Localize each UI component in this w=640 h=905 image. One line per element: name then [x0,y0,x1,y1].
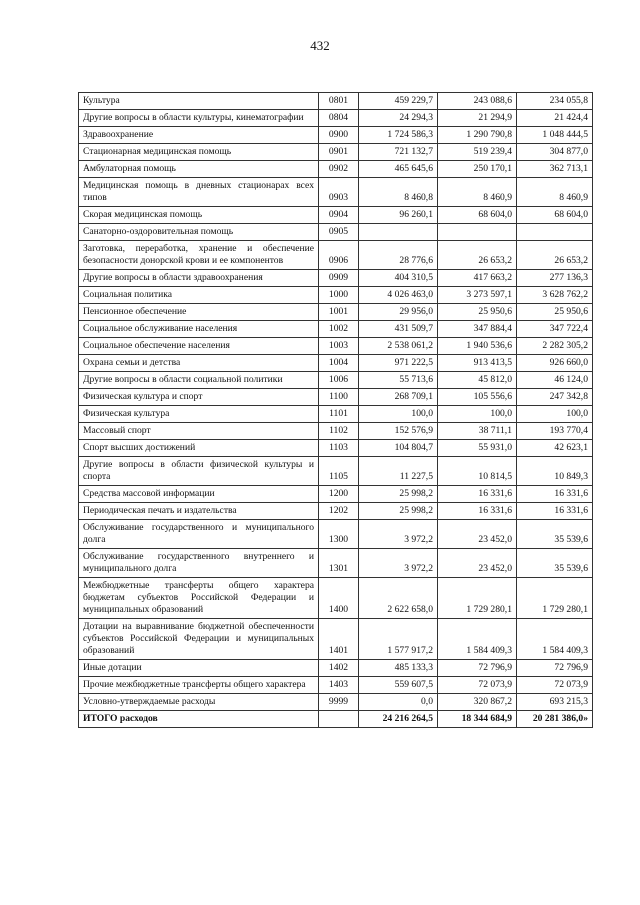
row-value-2: 72 796,9 [438,660,517,677]
row-value-1: 404 310,5 [359,270,438,287]
table-row [79,677,593,694]
row-name: Физическая культура и спорт [79,389,319,406]
row-code: 0906 [319,241,359,270]
row-value-2: 16 331,6 [438,503,517,520]
row-value-3: 347 722,4 [517,321,593,338]
row-value-3: 10 849,3 [517,457,593,486]
row-value-1: 152 576,9 [359,423,438,440]
row-name: Скорая медицинская помощь [79,207,319,224]
row-value-2: 105 556,6 [438,389,517,406]
row-value-3: 926 660,0 [517,355,593,372]
row-name: Периодическая печать и издательства [79,503,319,520]
row-value-3 [517,224,593,241]
row-code: 0901 [319,144,359,161]
row-value-3: 16 331,6 [517,486,593,503]
row-value-2: 25 950,6 [438,304,517,321]
row-name: Массовый спорт [79,423,319,440]
total-v3: 20 281 386,0» [517,711,593,728]
table-row [79,389,593,406]
row-value-2: 23 452,0 [438,520,517,549]
row-code: 1403 [319,677,359,694]
row-value-3: 26 653,2 [517,241,593,270]
row-value-1: 559 607,5 [359,677,438,694]
row-value-3: 21 424,4 [517,110,593,127]
row-code: 1004 [319,355,359,372]
row-value-3: 68 604,0 [517,207,593,224]
row-name: Санаторно-оздоровительная помощь [79,224,319,241]
row-value-2: 55 931,0 [438,440,517,457]
row-name: Другие вопросы в области физической культуры и спорта [79,457,319,486]
row-name: Заготовка, переработка, хранение и обеспечение безопасности донорской крови и ее компонентов [79,241,319,270]
row-value-1: 485 133,3 [359,660,438,677]
table-row [79,372,593,389]
row-value-2: 16 331,6 [438,486,517,503]
row-value-1: 2 622 658,0 [359,578,438,619]
row-value-1: 25 998,2 [359,486,438,503]
table-row [79,241,593,270]
row-value-2: 417 663,2 [438,270,517,287]
row-code: 1402 [319,660,359,677]
row-code: 1105 [319,457,359,486]
row-value-1: 3 972,2 [359,520,438,549]
row-value-3: 25 950,6 [517,304,593,321]
row-value-1: 55 713,6 [359,372,438,389]
row-name: Межбюджетные трансферты общего характера бюджетам субъектов Российской Федерации и муниципальных образований [79,578,319,619]
row-value-1: 3 972,2 [359,549,438,578]
row-name: Социальная политика [79,287,319,304]
row-code: 0900 [319,127,359,144]
row-name: Дотации на выравнивание бюджетной обеспеченности субъектов Российской Федерации и муниципальных образований [79,619,319,660]
total-name: ИТОГО расходов [79,711,319,728]
row-value-1: 431 509,7 [359,321,438,338]
row-name: Культура [79,93,319,110]
row-name: Средства массовой информации [79,486,319,503]
table-row [79,578,593,619]
row-value-1: 100,0 [359,406,438,423]
row-value-3: 247 342,8 [517,389,593,406]
table-row [79,144,593,161]
row-value-3: 46 124,0 [517,372,593,389]
row-name: Обслуживание государственного и муниципального долга [79,520,319,549]
row-name: Физическая культура [79,406,319,423]
row-value-1: 2 538 061,2 [359,338,438,355]
row-code: 1101 [319,406,359,423]
row-name: Стационарная медицинская помощь [79,144,319,161]
row-code: 1300 [319,520,359,549]
row-value-1: 8 460,8 [359,178,438,207]
row-value-2: 100,0 [438,406,517,423]
row-code: 1102 [319,423,359,440]
row-value-3: 693 215,3 [517,694,593,711]
row-code: 0905 [319,224,359,241]
row-value-3: 193 770,4 [517,423,593,440]
row-value-1: 28 776,6 [359,241,438,270]
row-name: Социальное обслуживание населения [79,321,319,338]
row-code: 1400 [319,578,359,619]
row-code: 0801 [319,93,359,110]
row-name: Другие вопросы в области социальной политики [79,372,319,389]
table-row [79,110,593,127]
row-value-3: 3 628 762,2 [517,287,593,304]
row-code: 1003 [319,338,359,355]
row-value-1: 268 709,1 [359,389,438,406]
row-name: Здравоохранение [79,127,319,144]
budget-expenditure-table [78,92,593,728]
row-code: 1006 [319,372,359,389]
row-value-1 [359,224,438,241]
row-name: Другие вопросы в области здравоохранения [79,270,319,287]
row-code: 0909 [319,270,359,287]
row-value-1: 459 229,7 [359,93,438,110]
table-row [79,270,593,287]
row-name: Медицинская помощь в дневных стационарах всех типов [79,178,319,207]
total-row [79,711,593,728]
row-value-2: 45 812,0 [438,372,517,389]
row-value-3: 1 729 280,1 [517,578,593,619]
table-row [79,457,593,486]
row-value-3: 234 055,8 [517,93,593,110]
table-row [79,440,593,457]
row-value-2: 10 814,5 [438,457,517,486]
row-name: Спорт высших достижений [79,440,319,457]
row-name: Другие вопросы в области культуры, кинематографии [79,110,319,127]
table-row [79,93,593,110]
row-value-1: 721 132,7 [359,144,438,161]
row-value-1: 465 645,6 [359,161,438,178]
table-row [79,287,593,304]
row-value-2: 1 290 790,8 [438,127,517,144]
row-value-3: 2 282 305,2 [517,338,593,355]
row-value-2: 38 711,1 [438,423,517,440]
row-value-1: 96 260,1 [359,207,438,224]
table-row [79,486,593,503]
row-name: Условно-утверждаемые расходы [79,694,319,711]
row-value-3: 1 048 444,5 [517,127,593,144]
row-value-1: 0,0 [359,694,438,711]
row-value-3: 8 460,9 [517,178,593,207]
row-value-3: 35 539,6 [517,520,593,549]
row-value-3: 1 584 409,3 [517,619,593,660]
table-row [79,694,593,711]
row-value-1: 25 998,2 [359,503,438,520]
table-row [79,619,593,660]
row-value-2: 72 073,9 [438,677,517,694]
table-row [79,127,593,144]
row-code: 1202 [319,503,359,520]
row-code: 1001 [319,304,359,321]
table-row [79,178,593,207]
row-value-3: 42 623,1 [517,440,593,457]
row-value-2: 23 452,0 [438,549,517,578]
row-code: 0902 [319,161,359,178]
row-value-2: 3 273 597,1 [438,287,517,304]
row-code: 0804 [319,110,359,127]
row-value-2: 243 088,6 [438,93,517,110]
table-row [79,321,593,338]
total-v2: 18 344 684,9 [438,711,517,728]
row-value-2: 26 653,2 [438,241,517,270]
table-row [79,549,593,578]
table-row [79,161,593,178]
table-row [79,338,593,355]
table-row [79,503,593,520]
row-value-2: 913 413,5 [438,355,517,372]
total-code [319,711,359,728]
row-value-1: 24 294,3 [359,110,438,127]
table-row [79,355,593,372]
row-code: 9999 [319,694,359,711]
page-number: 432 [310,38,330,53]
table-row [79,406,593,423]
row-value-3: 100,0 [517,406,593,423]
row-value-3: 277 136,3 [517,270,593,287]
row-value-2: 1 729 280,1 [438,578,517,619]
row-value-2: 347 884,4 [438,321,517,338]
row-value-1: 104 804,7 [359,440,438,457]
row-value-1: 1 724 586,3 [359,127,438,144]
row-value-3: 72 073,9 [517,677,593,694]
row-value-3: 16 331,6 [517,503,593,520]
row-code: 0904 [319,207,359,224]
row-name: Амбулаторная помощь [79,161,319,178]
row-code: 0903 [319,178,359,207]
row-name: Социальное обеспечение населения [79,338,319,355]
table-row [79,224,593,241]
row-value-2: 21 294,9 [438,110,517,127]
row-value-2: 8 460,9 [438,178,517,207]
row-code: 1401 [319,619,359,660]
row-value-2 [438,224,517,241]
row-code: 1000 [319,287,359,304]
table-row [79,207,593,224]
row-value-3: 304 877,0 [517,144,593,161]
row-value-3: 35 539,6 [517,549,593,578]
table-row [79,304,593,321]
row-value-1: 4 026 463,0 [359,287,438,304]
row-value-3: 72 796,9 [517,660,593,677]
row-name: Охрана семьи и детства [79,355,319,372]
row-value-2: 250 170,1 [438,161,517,178]
table-row [79,423,593,440]
row-value-1: 11 227,5 [359,457,438,486]
table-row [79,520,593,549]
row-code: 1200 [319,486,359,503]
row-value-2: 1 584 409,3 [438,619,517,660]
row-value-1: 971 222,5 [359,355,438,372]
total-v1: 24 216 264,5 [359,711,438,728]
row-name: Иные дотации [79,660,319,677]
row-value-1: 1 577 917,2 [359,619,438,660]
row-value-2: 519 239,4 [438,144,517,161]
table-body [79,93,593,728]
row-value-1: 29 956,0 [359,304,438,321]
row-code: 1301 [319,549,359,578]
row-code: 1103 [319,440,359,457]
row-value-2: 1 940 536,6 [438,338,517,355]
row-value-2: 68 604,0 [438,207,517,224]
row-value-2: 320 867,2 [438,694,517,711]
row-code: 1100 [319,389,359,406]
row-value-3: 362 713,1 [517,161,593,178]
row-name: Пенсионное обеспечение [79,304,319,321]
table-row [79,660,593,677]
row-name: Прочие межбюджетные трансферты общего характера [79,677,319,694]
row-name: Обслуживание государственного внутреннего и муниципального долга [79,549,319,578]
row-code: 1002 [319,321,359,338]
